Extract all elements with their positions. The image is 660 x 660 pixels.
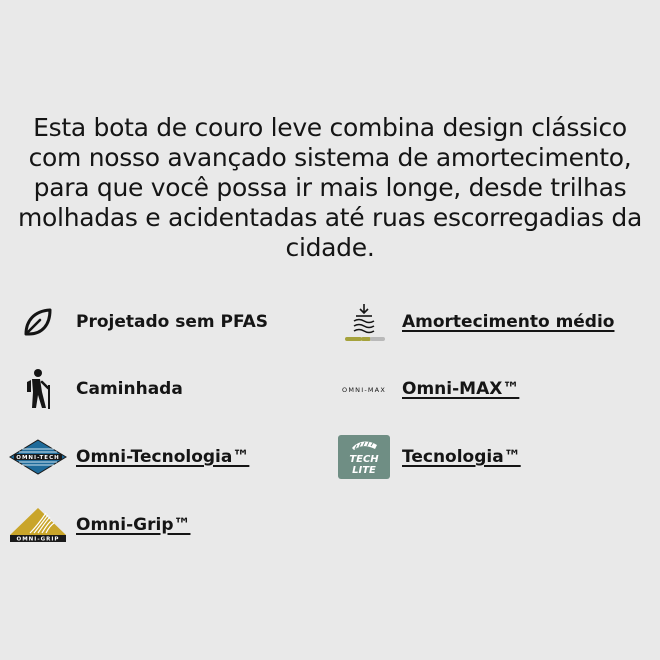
tech-lite-link[interactable]: Tecnologia™ <box>402 447 521 467</box>
feature-omni-technology[interactable] <box>8 434 249 480</box>
omni-tech-badge-text: OMNI-TECH <box>16 455 60 461</box>
feature-medium-cushioning[interactable] <box>334 299 614 345</box>
omni-max-badge-text: OMNI-MAX <box>342 386 386 394</box>
cushioning-icon <box>334 299 394 345</box>
feature-label: Projetado sem PFAS <box>76 312 269 332</box>
omni-grip-badge-text: OMNI-GRIP <box>16 536 60 543</box>
omni-grip-logo-icon <box>8 502 68 548</box>
tech-lite-badge-line1: TECH <box>349 454 379 465</box>
omni-grip-link[interactable]: Omni-Grip™ <box>76 515 191 535</box>
hiker-icon <box>8 366 68 412</box>
omni-max-link[interactable]: Omni-MAX™ <box>402 379 520 399</box>
tech-lite-badge-line2: LITE <box>352 465 376 476</box>
feature-tech-lite[interactable] <box>334 434 521 480</box>
leaf-icon <box>8 299 68 345</box>
feature-hiking <box>8 366 183 412</box>
omni-tech-logo-icon <box>8 434 68 480</box>
feature-omni-max[interactable] <box>334 366 519 412</box>
medium-cushioning-link[interactable]: Amortecimento médio <box>402 312 615 332</box>
omni-technology-link[interactable]: Omni-Tecnologia™ <box>76 447 250 467</box>
tech-lite-logo-icon <box>334 434 394 480</box>
feature-pfas-free <box>8 299 268 345</box>
feature-label: Caminhada <box>76 379 183 399</box>
omni-max-logo-icon <box>334 366 394 412</box>
feature-omni-grip[interactable] <box>8 502 190 548</box>
product-description: Esta bota de couro leve combina design clássico com nosso avançado sistema de amortecimento, para que você possa ir mais longe, desde trilhas molhadas e acidentadas até ruas escorregadias da cidade. <box>18 113 642 262</box>
